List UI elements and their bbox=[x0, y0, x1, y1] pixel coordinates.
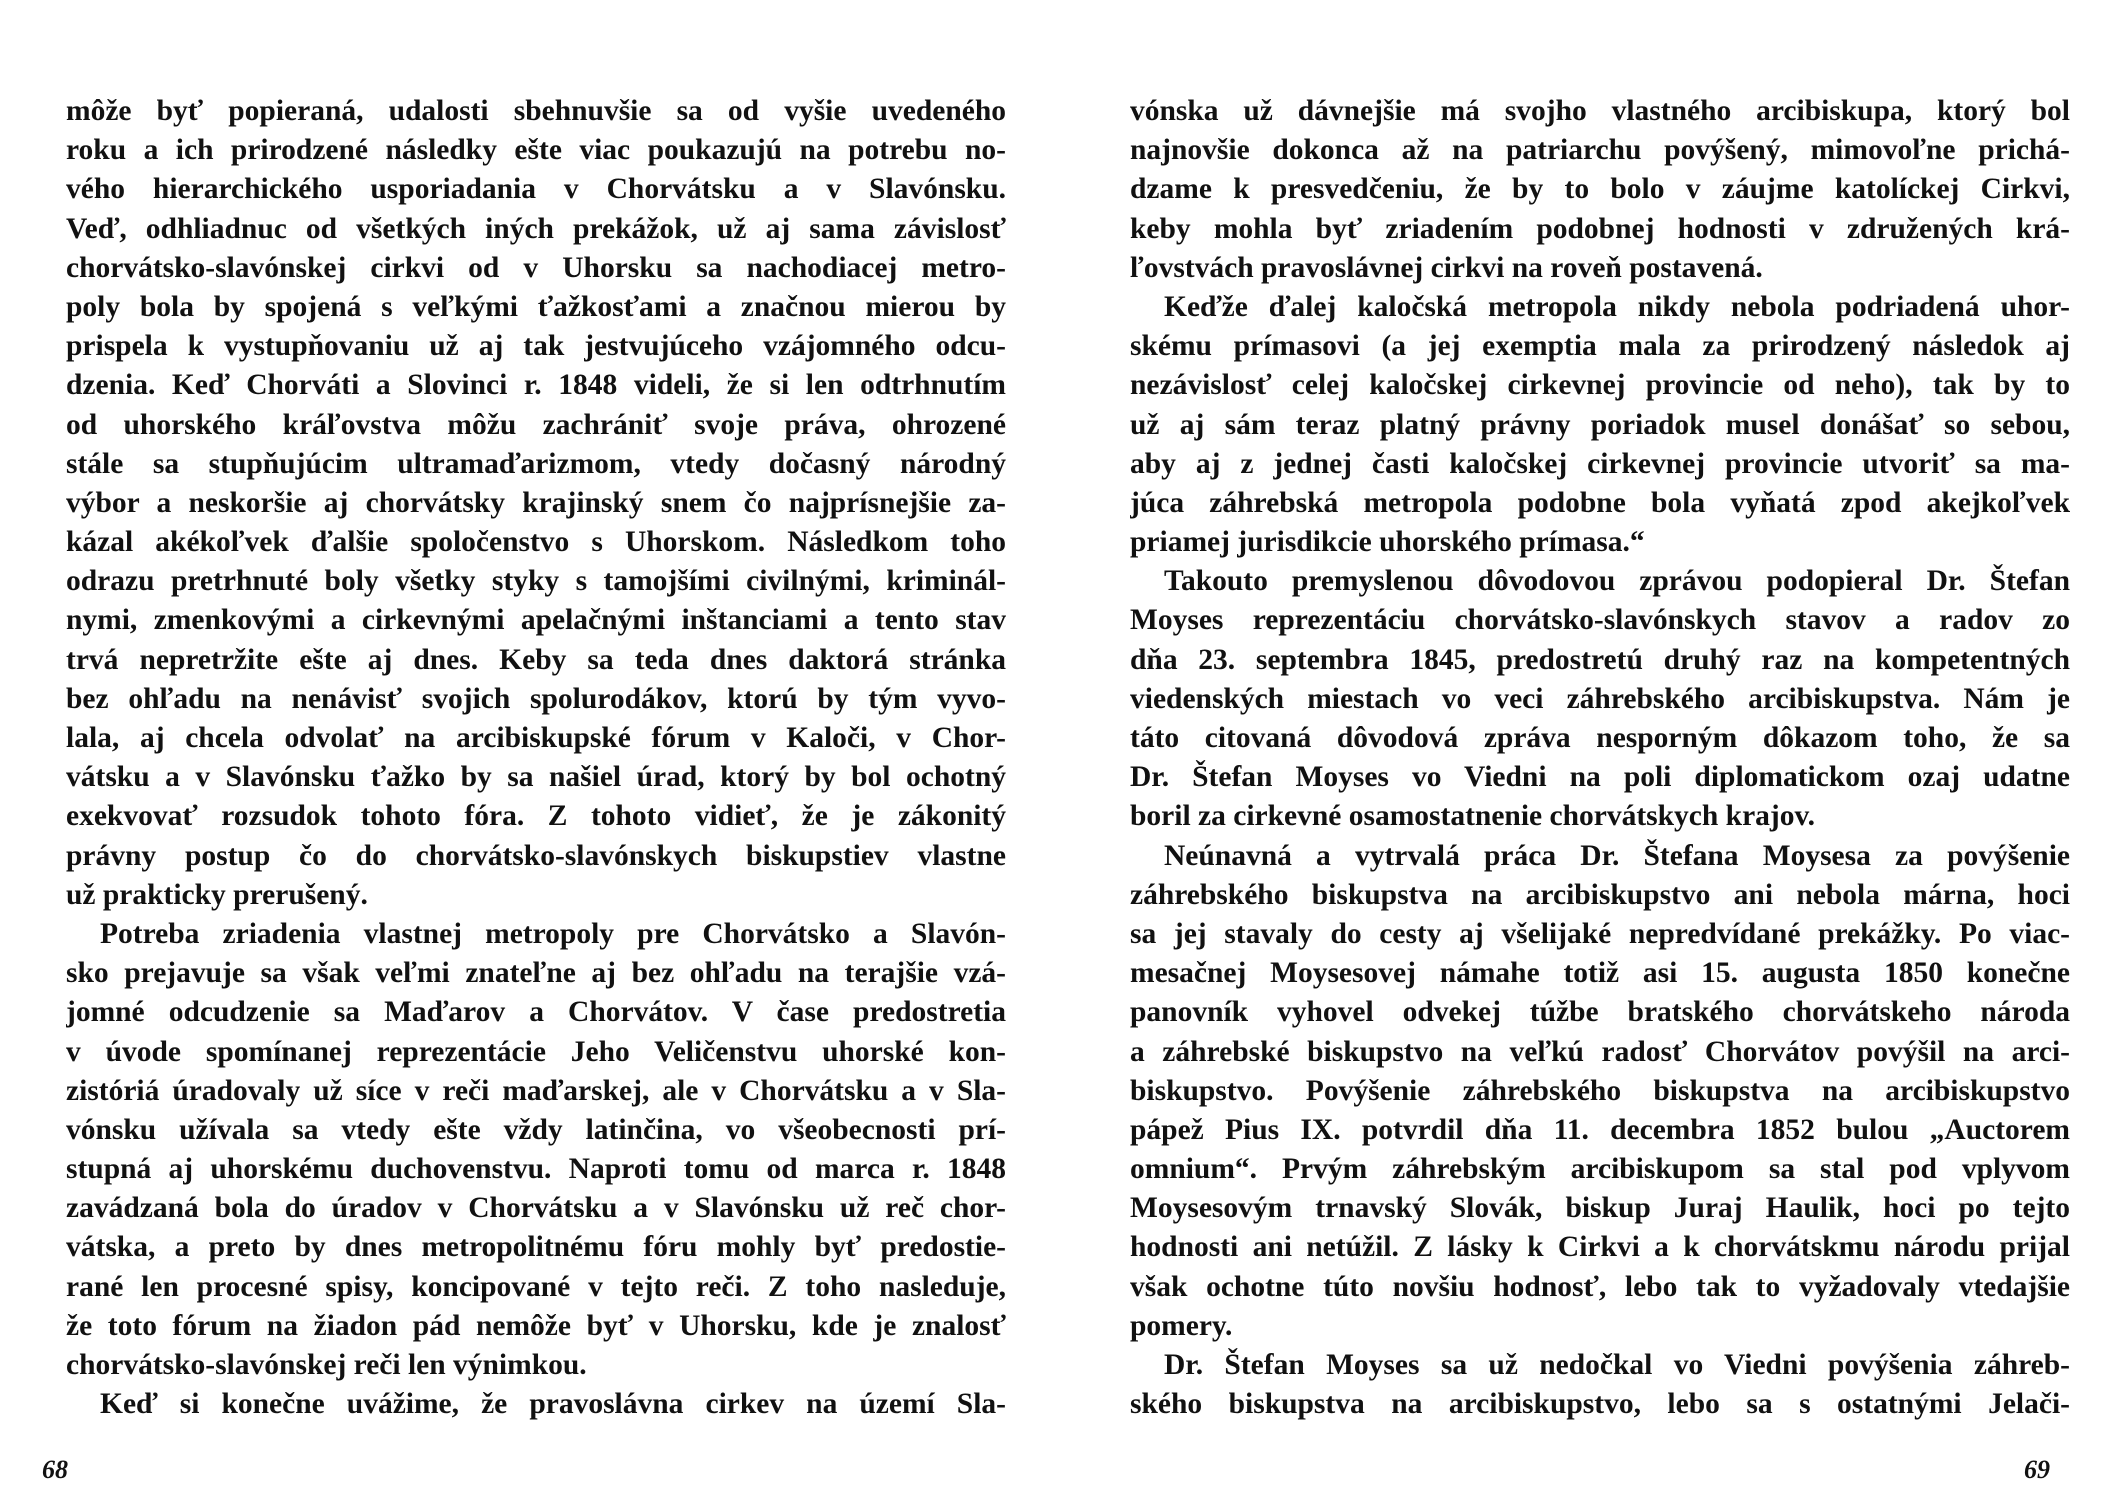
text-line: stále sa stupňujúcim ultramaďarizmom, vtedy dočasný národný bbox=[66, 447, 1006, 480]
text-line: vého hierarchického usporiadania v Chorvátsku a v Slavónsku. bbox=[66, 173, 1006, 206]
text-line: viedenských miestach vo veci záhrebského arcibiskupstva. Nám je bbox=[1130, 682, 2070, 715]
text-line: záhrebského biskupstva na arcibiskupstvo ani nebola márna, hoci bbox=[1130, 878, 2070, 911]
left-page bbox=[66, 92, 1006, 1424]
text-line: zavádzaná bola do úradov v Chorvátsku a v Slavónsku už reč chor- bbox=[66, 1192, 1006, 1225]
text-line: panovník vyhovel odvekej túžbe bratského chorvátskeho národa bbox=[1130, 996, 2070, 1029]
text-line: už prakticky prerušený. bbox=[66, 878, 368, 911]
text-line: aby aj z jednej časti kaločskej cirkevnej provincie utvoriť sa ma- bbox=[1130, 447, 2070, 480]
text-line: chorvátsko-slavónskej cirkvi od v Uhorsku sa nachodiacej metro- bbox=[66, 251, 1006, 284]
text-line: dzame k presvedčeniu, že by to bolo v záujme katolíckej Cirkvi, bbox=[1130, 173, 2070, 206]
text-line: výbor a neskoršie aj chorvátsky krajinský snem čo najprísnejšie za- bbox=[66, 486, 1006, 519]
text-line: lala, aj chcela odvolať na arcibiskupské fórum v Kaloči, v Chor- bbox=[66, 722, 1006, 754]
text-line: táto citovaná dôvodová zpráva nesporným dôkazom toho, že sa bbox=[1130, 722, 2070, 754]
text-line: biskupstvo. Povýšenie záhrebského biskupstva na arcibiskupstvo bbox=[1130, 1074, 2070, 1107]
text-line: exekvovať rozsudok tohoto fóra. Z tohoto vidieť, že je zákonitý bbox=[66, 800, 1006, 833]
text-line: nymi, zmenkovými a cirkevnými apelačnými inštanciami a tento stav bbox=[66, 604, 1006, 637]
right-page-text bbox=[1130, 92, 2070, 1424]
text-line: priamej jurisdikcie uhorského prímasa.“ bbox=[1130, 526, 1645, 559]
text-line: omnium“. Prvým záhrebským arcibiskupom sa stal pod vplyvom bbox=[1130, 1153, 2070, 1186]
text-line: Keď si konečne uvážime, že pravoslávna cirkev na území Sla- bbox=[100, 1388, 1006, 1421]
text-line: v úvode spomínanej reprezentácie Jeho Veličenstvu uhorské kon- bbox=[66, 1035, 1006, 1068]
text-line: Moyses reprezentáciu chorvátsko-slavónskych stavov a radov zo bbox=[1130, 604, 2070, 637]
text-line: jomné odcudzenie sa Maďarov a Chorvátov. V čase predostretia bbox=[66, 996, 1006, 1029]
text-line: dňa 23. septembra 1845, predostretú druhý raz na kompetentných bbox=[1130, 643, 2070, 676]
text-line: právny postup čo do chorvátsko-slavónskych biskupstiev vlastne bbox=[66, 839, 1006, 872]
text-line: zistóriá úradovaly už síce v reči maďarskej, ale v Chorvátsku a v Sla- bbox=[66, 1074, 1006, 1107]
text-line: však ochotne túto novšiu hodnosť, lebo tak to vyžadovaly vtedajšie bbox=[1130, 1270, 2070, 1303]
text-line: chorvátsko-slavónskej reči len výnimkou. bbox=[66, 1349, 587, 1381]
text-line: a záhrebské biskupstvo na veľkú radosť Chorvátov povýšil na arci- bbox=[1130, 1035, 2070, 1068]
text-line: Veď, odhliadnuc od všetkých iných prekážok, už aj sama závislosť bbox=[66, 212, 1006, 245]
text-line: Neúnavná a vytrvalá práca Dr. Štefana Moysesa za povýšenie bbox=[1164, 839, 2070, 872]
text-line: Dr. Štefan Moyses vo Viedni na poli diplomatickom ozaj udatne bbox=[1130, 761, 2070, 794]
text-line: že toto fórum na žiadon pád nemôže byť v Uhorsku, kde je znalosť bbox=[66, 1309, 1006, 1342]
text-line: odrazu pretrhnuté boly všetky styky s tamojšími civilnými, kriminál- bbox=[66, 565, 1006, 598]
text-line: pápež Pius IX. potvrdil dňa 11. decembra 1852 bulou „Auctorem bbox=[1130, 1113, 2070, 1146]
text-line: keby mohla byť zriadením podobnej hodnosti v združených krá- bbox=[1130, 212, 2070, 245]
text-line: prispela k vystupňovaniu už aj tak jestvujúceho vzájomného odcu- bbox=[66, 330, 1006, 363]
right-page bbox=[1130, 92, 2070, 1424]
left-page-text bbox=[66, 92, 1006, 1424]
right-page-number: 69 bbox=[2024, 1455, 2050, 1484]
text-line: nezávislosť celej kaločskej cirkevnej provincie od neho), tak by to bbox=[1130, 369, 2070, 402]
text-line: skému prímasovi (a jej exemptia mala za prirodzený následok aj bbox=[1130, 330, 2070, 363]
text-line: vónska už dávnejšie má svojho vlastného arcibiskupa, ktorý bol bbox=[1130, 95, 2070, 127]
text-line: dzenia. Keď Chorváti a Slovinci r. 1848 videli, že si len odtrhnutím bbox=[66, 369, 1006, 402]
text-line: Potreba zriadenia vlastnej metropoly pre Chorvátsko a Slavón- bbox=[100, 917, 1006, 950]
text-line: od uhorského kráľovstva môžu zachrániť svoje práva, ohrozené bbox=[66, 408, 1006, 441]
text-line: Dr. Štefan Moyses sa už nedočkal vo Viedni povýšenia záhreb- bbox=[1164, 1349, 2070, 1381]
text-line: Takouto premyslenou dôvodovou zprávou podopieral Dr. Štefan bbox=[1164, 565, 2070, 598]
text-line: Moysesovým trnavský Slovák, biskup Juraj Haulik, hoci po tejto bbox=[1130, 1192, 2070, 1225]
text-line: rané len procesné spisy, koncipované v tejto reči. Z toho nasleduje, bbox=[66, 1270, 1006, 1303]
text-line: stupná aj uhorskému duchovenstvu. Naproti tomu od marca r. 1848 bbox=[66, 1153, 1006, 1186]
text-line: vátska, a preto by dnes metropolitnému fóru mohly byť predostie- bbox=[66, 1231, 1006, 1264]
text-line: sko prejavuje sa však veľmi znateľne aj bez ohľadu na terajšie vzá- bbox=[66, 957, 1006, 990]
text-line: vátsku a v Slavónsku ťažko by sa našiel úrad, ktorý by bol ochotný bbox=[66, 761, 1006, 794]
text-line: poly bola by spojená s veľkými ťažkosťami a značnou mierou by bbox=[66, 290, 1006, 323]
text-line: pomery. bbox=[1130, 1309, 1233, 1342]
text-line: júca záhrebská metropola podobne bola vyňatá zpod akejkoľvek bbox=[1130, 486, 2070, 519]
text-line: trvá nepretržite ešte aj dnes. Keby sa teda dnes daktorá stránka bbox=[66, 643, 1006, 676]
text-line: už aj sám teraz platný právny poriadok musel donášať so sebou, bbox=[1130, 408, 2070, 441]
text-line: bez ohľadu na nenávisť svojich spolurodákov, ktorú by tým vyvo- bbox=[66, 682, 1006, 715]
text-line: vónsku užívala sa vtedy ešte vždy latinčina, vo všeobecnosti prí- bbox=[66, 1113, 1006, 1146]
text-line: mesačnej Moysesovej námahe totiž asi 15. augusta 1850 konečne bbox=[1130, 957, 2070, 990]
text-line: kázal akékoľvek ďalšie spoločenstvo s Uhorskom. Následkom toho bbox=[66, 526, 1006, 559]
text-line: sa jej stavaly do cesty aj všelijaké nepredvídané prekážky. Po viac- bbox=[1130, 917, 2070, 950]
text-line: najnovšie dokonca až na patriarchu povýšený, mimovoľne prichá- bbox=[1130, 134, 2070, 167]
text-line: roku a ich prirodzené následky ešte viac poukazujú na potrebu no- bbox=[66, 134, 1006, 167]
text-line: môže byť popieraná, udalosti sbehnuvšie sa od vyšie uvedeného bbox=[66, 95, 1006, 127]
text-line: ľovstvách pravoslávnej cirkvi na roveň postavená. bbox=[1130, 251, 1763, 284]
text-line: Keďže ďalej kaločská metropola nikdy nebola podriadená uhor- bbox=[1164, 290, 2070, 323]
left-page-number: 68 bbox=[42, 1455, 68, 1484]
text-line: boril za cirkevné osamostatnenie chorvátskych krajov. bbox=[1130, 800, 1815, 833]
text-line: ského biskupstva na arcibiskupstvo, lebo sa s ostatnými Jelači- bbox=[1130, 1388, 2070, 1421]
text-line: hodnosti ani netúžil. Z lásky k Cirkvi a k chorvátskmu národu prijal bbox=[1130, 1231, 2070, 1264]
